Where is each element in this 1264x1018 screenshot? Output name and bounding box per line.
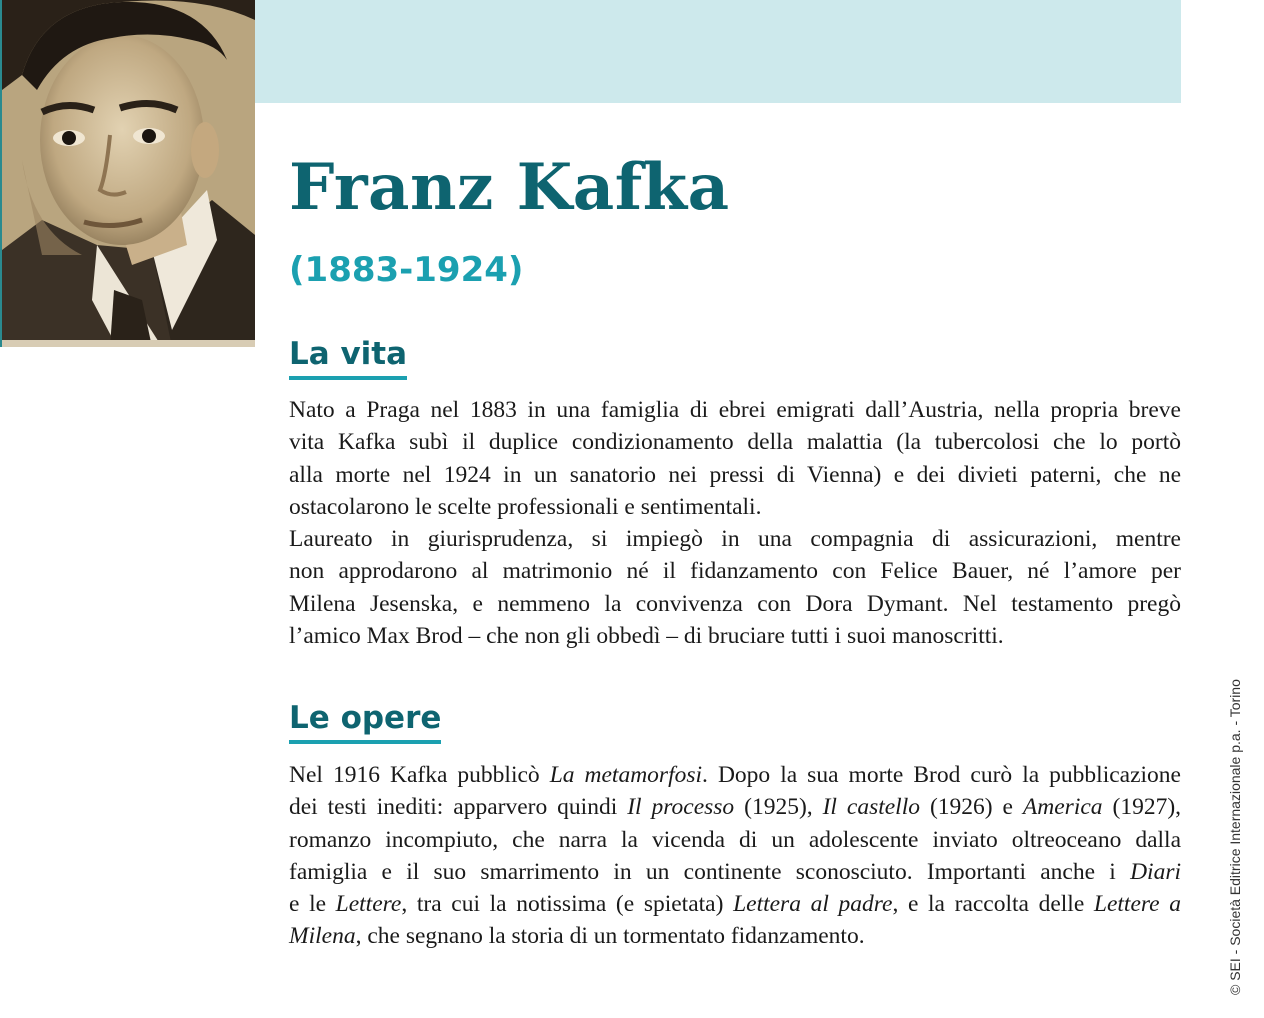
text-run: (1927),	[1102, 794, 1181, 821]
text-line	[289, 759, 1181, 791]
text-line: Nato a Praga nel 1883 in una famiglia di ebrei emigrati dall’Austria, nella propria breve	[289, 397, 1181, 423]
text-run: , e la raccolta delle	[892, 891, 1094, 918]
text-run: Nel 1916 Kafka pubblicò	[289, 762, 550, 788]
text-line: ostacolarono le scelte professionali e sentimentali.	[289, 493, 762, 520]
text-line: l’amico Max Brod – che non gli obbedì – di bruciare tutti i suoi manoscritti.	[289, 623, 1004, 650]
work-title: Diari	[1130, 858, 1181, 885]
text-line: Laureato in giurisprudenza, si impiegò in una compagnia di assicurazioni, mentre	[289, 526, 1181, 553]
text-line	[289, 856, 1181, 888]
text-line: romanzo incompiuto, che narra la vicenda di un adolescente inviato oltreoceano dalla	[289, 826, 1181, 853]
section-heading-vita: La vita	[289, 334, 407, 380]
text-line	[289, 888, 1181, 920]
work-title: Il processo	[627, 794, 735, 821]
work-title: America	[1022, 794, 1103, 821]
text-run: , che segnano la storia di un tormentato fidanzamento.	[355, 923, 865, 950]
text-line: alla morte nel 1924 in un sanatorio nei pressi di Vienna) e dei divieti paterni, che ne	[289, 461, 1181, 488]
text-line: non approdarono al matrimonio né il fidanzamento con Felice Bauer, né l’amore per	[289, 558, 1181, 585]
section-heading-opere: Le opere	[289, 698, 441, 744]
text-line: Milena Jesenska, e nemmeno la convivenza con Dora Dymant. Nel testamento pregò	[289, 590, 1181, 617]
text-run: e le	[289, 891, 336, 918]
header-band	[255, 0, 1181, 103]
text-run: , tra cui la notissima (e spietata)	[401, 891, 734, 918]
portrait-photo-icon	[2, 0, 255, 347]
text-run: . Dopo la sua morte Brod curò la pubblicazione	[702, 762, 1181, 788]
text-line: vita Kafka subì il duplice condizionamento della malattia (la tubercolosi che lo portò	[289, 429, 1181, 456]
text-run: dei testi inediti: apparvero quindi	[289, 794, 628, 821]
author-portrait	[0, 0, 255, 347]
opere-paragraph	[289, 759, 1181, 953]
work-title: Lettere a	[1093, 891, 1181, 918]
work-title: Milena	[289, 923, 356, 950]
text-line	[289, 920, 1181, 952]
text-run: famiglia e il suo smarrimento in un continente sconosciuto. Importanti anche i	[289, 858, 1131, 885]
work-title: La metamorfosi	[549, 762, 703, 788]
work-title: Lettera al padre	[733, 891, 893, 918]
life-dates: (1883-1924)	[289, 250, 524, 290]
work-title: Lettere	[335, 891, 402, 918]
vita-paragraph	[289, 394, 1181, 652]
text-run: (1926) e	[920, 794, 1023, 821]
work-title: Il castello	[822, 794, 920, 821]
copyright-notice: © SEI - Società Editrice Internazionale p.a. - Torino	[1227, 679, 1243, 995]
page-title: Franz Kafka	[289, 150, 730, 225]
text-run: (1925),	[734, 794, 823, 821]
text-line	[289, 791, 1181, 823]
